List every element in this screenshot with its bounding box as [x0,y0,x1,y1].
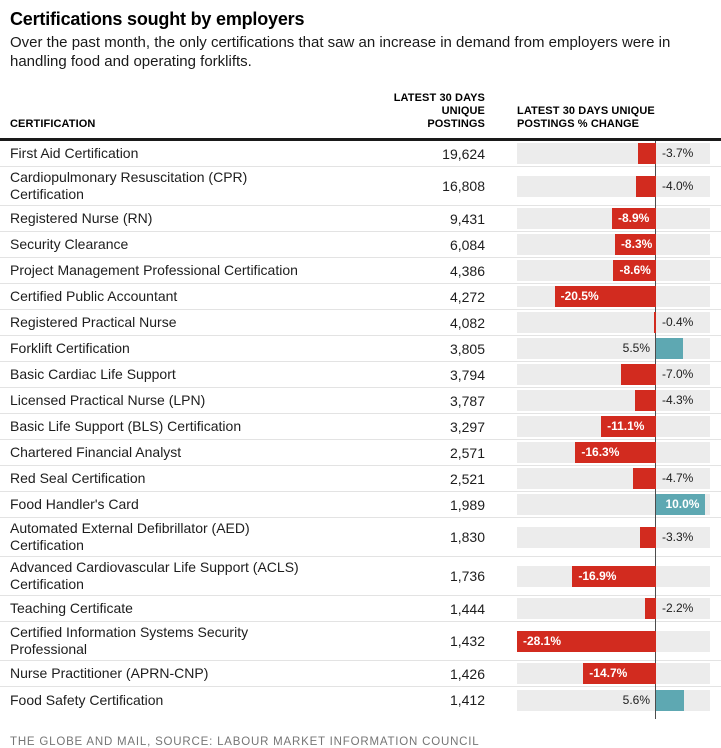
change-bar-positive [656,338,683,359]
column-header-change [517,105,655,131]
change-bar-negative [635,390,656,411]
change-bar-cell [517,176,710,197]
change-bar-negative [645,598,656,619]
bar-track [517,442,710,463]
table-row [0,258,721,284]
column-header-postings [350,92,485,131]
change-bar-label: -4.7% [662,471,694,485]
postings-value: 19,624 [442,145,485,162]
postings-value: 1,444 [449,600,485,617]
bar-track [517,312,710,333]
change-bar-cell [517,566,710,587]
change-bar-label: -7.0% [662,367,694,381]
change-bar-cell [517,338,710,359]
bar-track [517,690,710,711]
certification-name: Red Seal Certification [10,470,146,486]
change-bar-cell [517,312,710,333]
table-row [0,336,721,362]
change-bar-label: -20.5% [560,289,599,303]
certification-name: Basic Cardiac Life Support [10,366,176,382]
change-bar-cell [517,286,710,307]
postings-value: 6,084 [449,236,485,253]
certification-name: Food Handler's Card [10,496,139,512]
change-bar-negative [636,176,656,197]
table-row [0,284,721,310]
table-row [0,596,721,622]
table-row [0,141,721,167]
change-bar-cell [517,364,710,385]
change-bar-cell [517,468,710,489]
change-bar-label: -4.0% [662,178,694,193]
certification-name: Licensed Practical Nurse (LPN) [10,392,206,408]
change-bar-cell [517,260,710,281]
change-bar-negative [633,468,656,489]
source-credit: THE GLOBE AND MAIL, SOURCE: LABOUR MARKET INFORMATION COUNCIL [10,736,480,748]
bar-track [517,286,710,307]
table-row [0,362,721,388]
change-bar-label: -0.4% [662,315,694,329]
postings-value: 4,272 [449,288,485,305]
bar-track [517,390,710,411]
change-bar-label: -28.1% [523,633,562,648]
bar-track [517,143,710,164]
column-header-postings-line1: LATEST 30 DAYS UNIQUE [393,92,485,117]
bar-track [517,468,710,489]
table-row [0,518,721,557]
table-body [0,141,721,713]
change-bar-cell [517,631,710,652]
certification-name: Automated External Defibrillator (AED) Certification [10,520,250,553]
certification-name: Certified Public Accountant [10,288,178,304]
table-row [0,414,721,440]
table-row [0,388,721,414]
certification-name: Project Management Professional Certification [10,262,298,278]
change-bar-cell [517,598,710,619]
postings-value: 1,412 [449,692,485,708]
bar-track [517,598,710,619]
bar-track [517,566,710,587]
postings-value: 4,082 [449,314,485,331]
change-bar-positive [656,690,684,711]
certification-name: Chartered Financial Analyst [10,444,182,460]
certification-name: Forklift Certification [10,340,130,356]
postings-value: 4,386 [449,262,485,279]
column-header-certification: CERTIFICATION [10,118,96,130]
change-bar-label: -8.6% [619,263,651,277]
bar-track [517,364,710,385]
change-bar-cell [517,416,710,437]
table-row [0,687,721,713]
change-bar-label: -3.3% [662,529,694,544]
certification-name: Certified Information Systems Security Professional [10,624,249,657]
change-bar-label: -4.3% [662,393,694,407]
change-bar-label: 5.6% [622,692,650,707]
postings-value: 1,830 [449,529,485,545]
change-bar-label: 5.5% [622,341,650,355]
change-bar-cell [517,527,710,548]
certification-name: Security Clearance [10,236,129,252]
change-bar-label: -8.9% [617,211,650,225]
change-bar-cell [517,494,710,515]
change-bar-label: -16.3% [581,445,620,459]
change-bar-cell [517,690,710,711]
change-bar-cell [517,208,710,229]
postings-value: 1,432 [449,633,485,649]
bar-track [517,338,710,359]
certification-name: Food Safety Certification [10,691,164,708]
change-bar-label: -8.3% [620,237,653,251]
change-bar-cell [517,234,710,255]
table-row [0,232,721,258]
postings-value: 2,521 [449,470,485,487]
certification-name: Cardiopulmonary Resuscitation (CPR) Certification [10,169,248,202]
postings-value: 2,571 [449,444,485,461]
table-row [0,557,721,596]
table-row [0,466,721,492]
certification-name: Advanced Cardiovascular Life Support (ACLS) Certification [10,559,299,592]
table-row [0,206,721,232]
postings-value: 16,808 [442,178,485,194]
change-bar-cell [517,143,710,164]
postings-value: 3,805 [449,340,485,357]
table-row [0,167,721,206]
table-row [0,661,721,687]
table-row [0,622,721,661]
certification-name: Registered Practical Nurse [10,314,177,330]
bar-track [517,234,710,255]
change-bar-label: -14.7% [589,666,628,680]
postings-value: 1,426 [449,665,485,682]
table-row [0,492,721,518]
postings-value: 9,431 [449,210,485,227]
bar-track [517,663,710,684]
bar-track [517,416,710,437]
bar-track [517,260,710,281]
change-bar-label: -11.1% [607,419,645,433]
table-row [0,310,721,336]
column-header-change-line1: LATEST 30 DAYS UNIQUE [517,105,655,117]
postings-value: 1,736 [449,568,485,584]
change-bar-cell [517,390,710,411]
bar-track [517,208,710,229]
column-header-change-line2: POSTINGS % CHANGE [517,118,640,130]
change-bar-negative [640,527,656,548]
column-header-postings-line2: POSTINGS [427,118,485,130]
page-subtitle: Over the past month, the only certifications that saw an increase in demand from employers were in handling food and operating forklifts. [10,34,671,70]
page-title: Certifications sought by employers [10,9,305,29]
change-bar-label: -3.7% [662,146,694,160]
certification-name: First Aid Certification [10,145,139,161]
postings-value: 1,989 [449,496,485,513]
bar-track [517,494,710,515]
certification-name: Teaching Certificate [10,600,133,616]
change-bar-negative [638,143,656,164]
bar-track [517,176,710,197]
change-bar-label: -16.9% [578,568,617,583]
column-headers [0,92,721,138]
chart-header [0,0,721,71]
postings-value: 3,794 [449,366,485,383]
certification-name: Nurse Practitioner (APRN-CNP) [10,665,209,681]
bar-track [517,631,710,652]
table-row [0,440,721,466]
change-bar-negative [654,312,656,333]
change-bar-label: -2.2% [662,601,694,615]
change-bar-cell [517,663,710,684]
change-bar-negative [621,364,656,385]
certification-name: Registered Nurse (RN) [10,210,153,226]
postings-value: 3,297 [449,418,485,435]
change-bar-label: 10.0% [665,497,700,511]
certification-name: Basic Life Support (BLS) Certification [10,418,242,434]
bar-track [517,527,710,548]
change-bar-cell [517,442,710,463]
postings-value: 3,787 [449,392,485,409]
